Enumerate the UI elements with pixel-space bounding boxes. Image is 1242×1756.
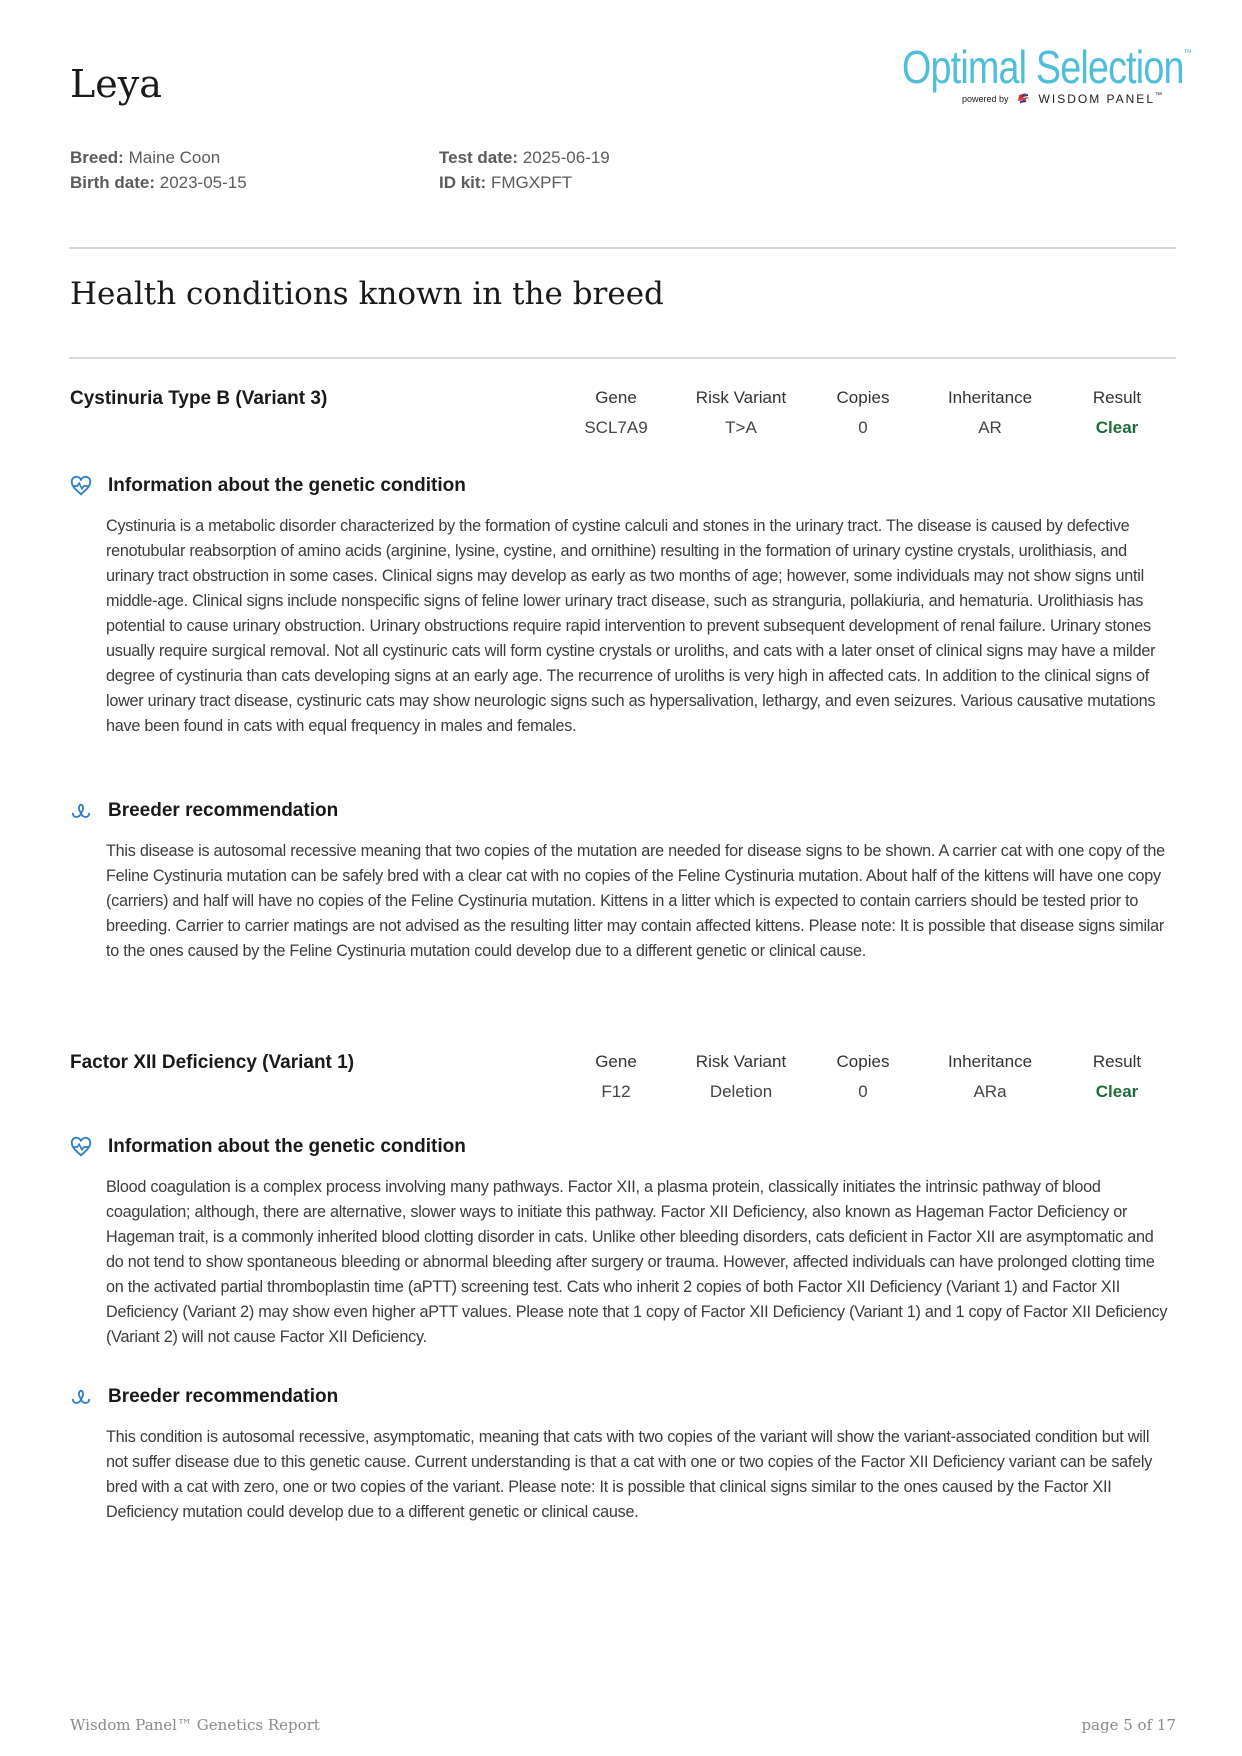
result-badge: Clear <box>1095 1082 1139 1101</box>
info-text: Blood coagulation is a complex process involving many pathways. Factor XII, a plasma protein, classically initiates the intrinsic pathway of blood coagulation; although, there are alternative, slower ways to initiate this pathway. Factor XII Deficiency, also known as Hageman Factor Deficiency or Hageman trait, is a commonly inherited blood clotting disorder in cats. Unlike other bleeding disorders, cats deficient in Factor XII are asymptomatic and do not tend to show spontaneous bleeding or abnormal bleeding after surgery or trauma. However, affected individuals can have prolonged clotting time on the activated partial thromboplastin time (aPTT) screening test. Cats who inherit 2 copies of both Factor XII Deficiency (Variant 1) and Factor XII Deficiency (Variant 2) may show even higher aPTT values. Please note that 1 copy of Factor XII Deficiency (Variant 1) and 1 copy of Factor XII Deficiency (Variant 2) will not cause Factor XII Deficiency. <box>106 1178 1168 1346</box>
breeder-heading: Breeder recommendation <box>70 1386 338 1408</box>
breeder-heading: Breeder recommendation <box>70 800 338 822</box>
result-column: Result Clear <box>1047 1047 1187 1107</box>
heart-pulse-icon <box>70 1136 92 1158</box>
inheritance-column: Inheritance AR <box>920 383 1060 443</box>
breed-field: Breed: Maine Coon <box>70 148 221 167</box>
breeder-text: This condition is autosomal recessive, asymptomatic, meaning that cats with two copies of the variant will show the variant-associated condition but will not suffer disease due to this genetic cause. Current understanding is that a cat with one or two copies of the Factor XII Deficiency variant can be safely bred with a cat with zero, one or two copies of the variant. Please note: It is possible that clinical signs similar to the ones caused by the Factor XII Deficiency mutation could develop due to a different genetic or clinical cause. <box>106 1428 1153 1521</box>
info-text: Cystinuria is a metabolic disorder characterized by the formation of cystine calculi and stones in the urinary tract. The disease is caused by defective renotubular reabsorption of amino acids (arginine, lysine, cystine, and ornithine) resulting in the formation of urinary cystine crystals, urolithiasis, and urinary tract obstruction in some cases. Clinical signs may develop as early as two months of age; however, some individuals may not show signs until middle-age. Clinical signs include nonspecific signs of feline lower urinary tract disease, such as stranguria, pollakiuria, and hematuria. Urolithiasis has potential to cause urinary obstruction. Urinary obstructions require rapid intervention to prevent subsequent development of renal failure. Urinary stones usually require surgical removal. Not all cystinuric cats will form cystine crystals or uroliths, and cats with a later onset of clinical signs may have a milder degree of cystinuria than cats developing signs at an early age. The recurrence of uroliths is very high in affected cats. In addition to the clinical signs of lower urinary tract disease, cystinuric cats may show neurologic signs such as hypersalivation, lethargy, and even seizures. Various causative mutations have been found in cats with equal frequency in males and females. <box>106 517 1156 735</box>
section-title: Health conditions known in the breed <box>70 276 664 312</box>
info-heading: Information about the genetic condition <box>70 1136 466 1158</box>
risk-variant-value: Deletion <box>709 1082 773 1101</box>
risk-variant-column: Risk Variant Deletion <box>671 1047 811 1107</box>
risk-variant-value: T>A <box>725 418 757 437</box>
result-badge: Clear <box>1095 418 1139 437</box>
wisdom-panel-brand: WISDOM PANEL™ <box>1038 92 1164 106</box>
gene-column: Gene F12 <box>546 1047 686 1107</box>
optimal-selection-logo <box>900 40 1192 110</box>
condition-results-table <box>0 1047 1242 1111</box>
wisdom-panel-mark-icon <box>1017 92 1031 106</box>
footer-report-title: Wisdom Panel™ Genetics Report <box>70 1716 320 1734</box>
condition-title: Factor XII Deficiency (Variant 1) <box>70 1052 355 1073</box>
powered-by-text: powered by <box>962 94 1009 104</box>
divider <box>69 247 1176 249</box>
pet-details-left <box>70 145 247 195</box>
inheritance-column: Inheritance ARa <box>920 1047 1060 1107</box>
kit-id-field: ID kit: FMGXPFT <box>439 173 573 192</box>
copies-value: 0 <box>858 1082 868 1101</box>
breeder-text: This disease is autosomal recessive meaning that two copies of the mutation are needed for disease signs to be shown. A carrier cat with one copy of the Feline Cystinuria mutation can be safely bred with a clear cat with no copies of the Feline Cystinuria mutation. About half of the kittens will have one copy (carriers) and half will have no copies of the Feline Cystinuria mutation. Kittens in a litter which is expected to contain carriers should be tested prior to breeding. Carrier to carrier matings are not advised as the resulting litter may contain affected kittens. Please note: It is possible that disease signs similar to the ones caused by the Feline Cystinuria mutation could develop due to a different genetic or clinical cause. <box>106 842 1165 960</box>
copies-column: Copies 0 <box>793 383 933 443</box>
risk-variant-column: Risk Variant T>A <box>671 383 811 443</box>
inheritance-value: AR <box>978 418 1002 437</box>
heart-pulse-icon <box>70 475 92 497</box>
copies-column: Copies 0 <box>793 1047 933 1107</box>
copies-value: 0 <box>858 418 868 437</box>
gene-value: SCL7A9 <box>584 418 648 437</box>
condition-title: Cystinuria Type B (Variant 3) <box>70 388 328 409</box>
gene-column: Gene SCL7A9 <box>546 383 686 443</box>
gene-value: F12 <box>601 1082 631 1101</box>
divider <box>69 357 1176 359</box>
condition-results-table <box>0 383 1242 447</box>
logo-powered-by <box>962 92 1164 106</box>
result-column: Result Clear <box>1047 383 1187 443</box>
breeding-icon <box>70 1386 92 1408</box>
page-number: page 5 of 17 <box>1081 1716 1176 1734</box>
logo-title: Optimal Selection™ <box>902 41 1192 93</box>
birth-date-field: Birth date: 2023-05-15 <box>70 173 247 192</box>
pet-name: Leya <box>70 62 162 106</box>
inheritance-value: ARa <box>973 1082 1007 1101</box>
breeding-icon <box>70 800 92 822</box>
pet-details-right <box>439 145 610 195</box>
info-heading: Information about the genetic condition <box>70 475 466 497</box>
test-date-field: Test date: 2025-06-19 <box>439 148 610 167</box>
